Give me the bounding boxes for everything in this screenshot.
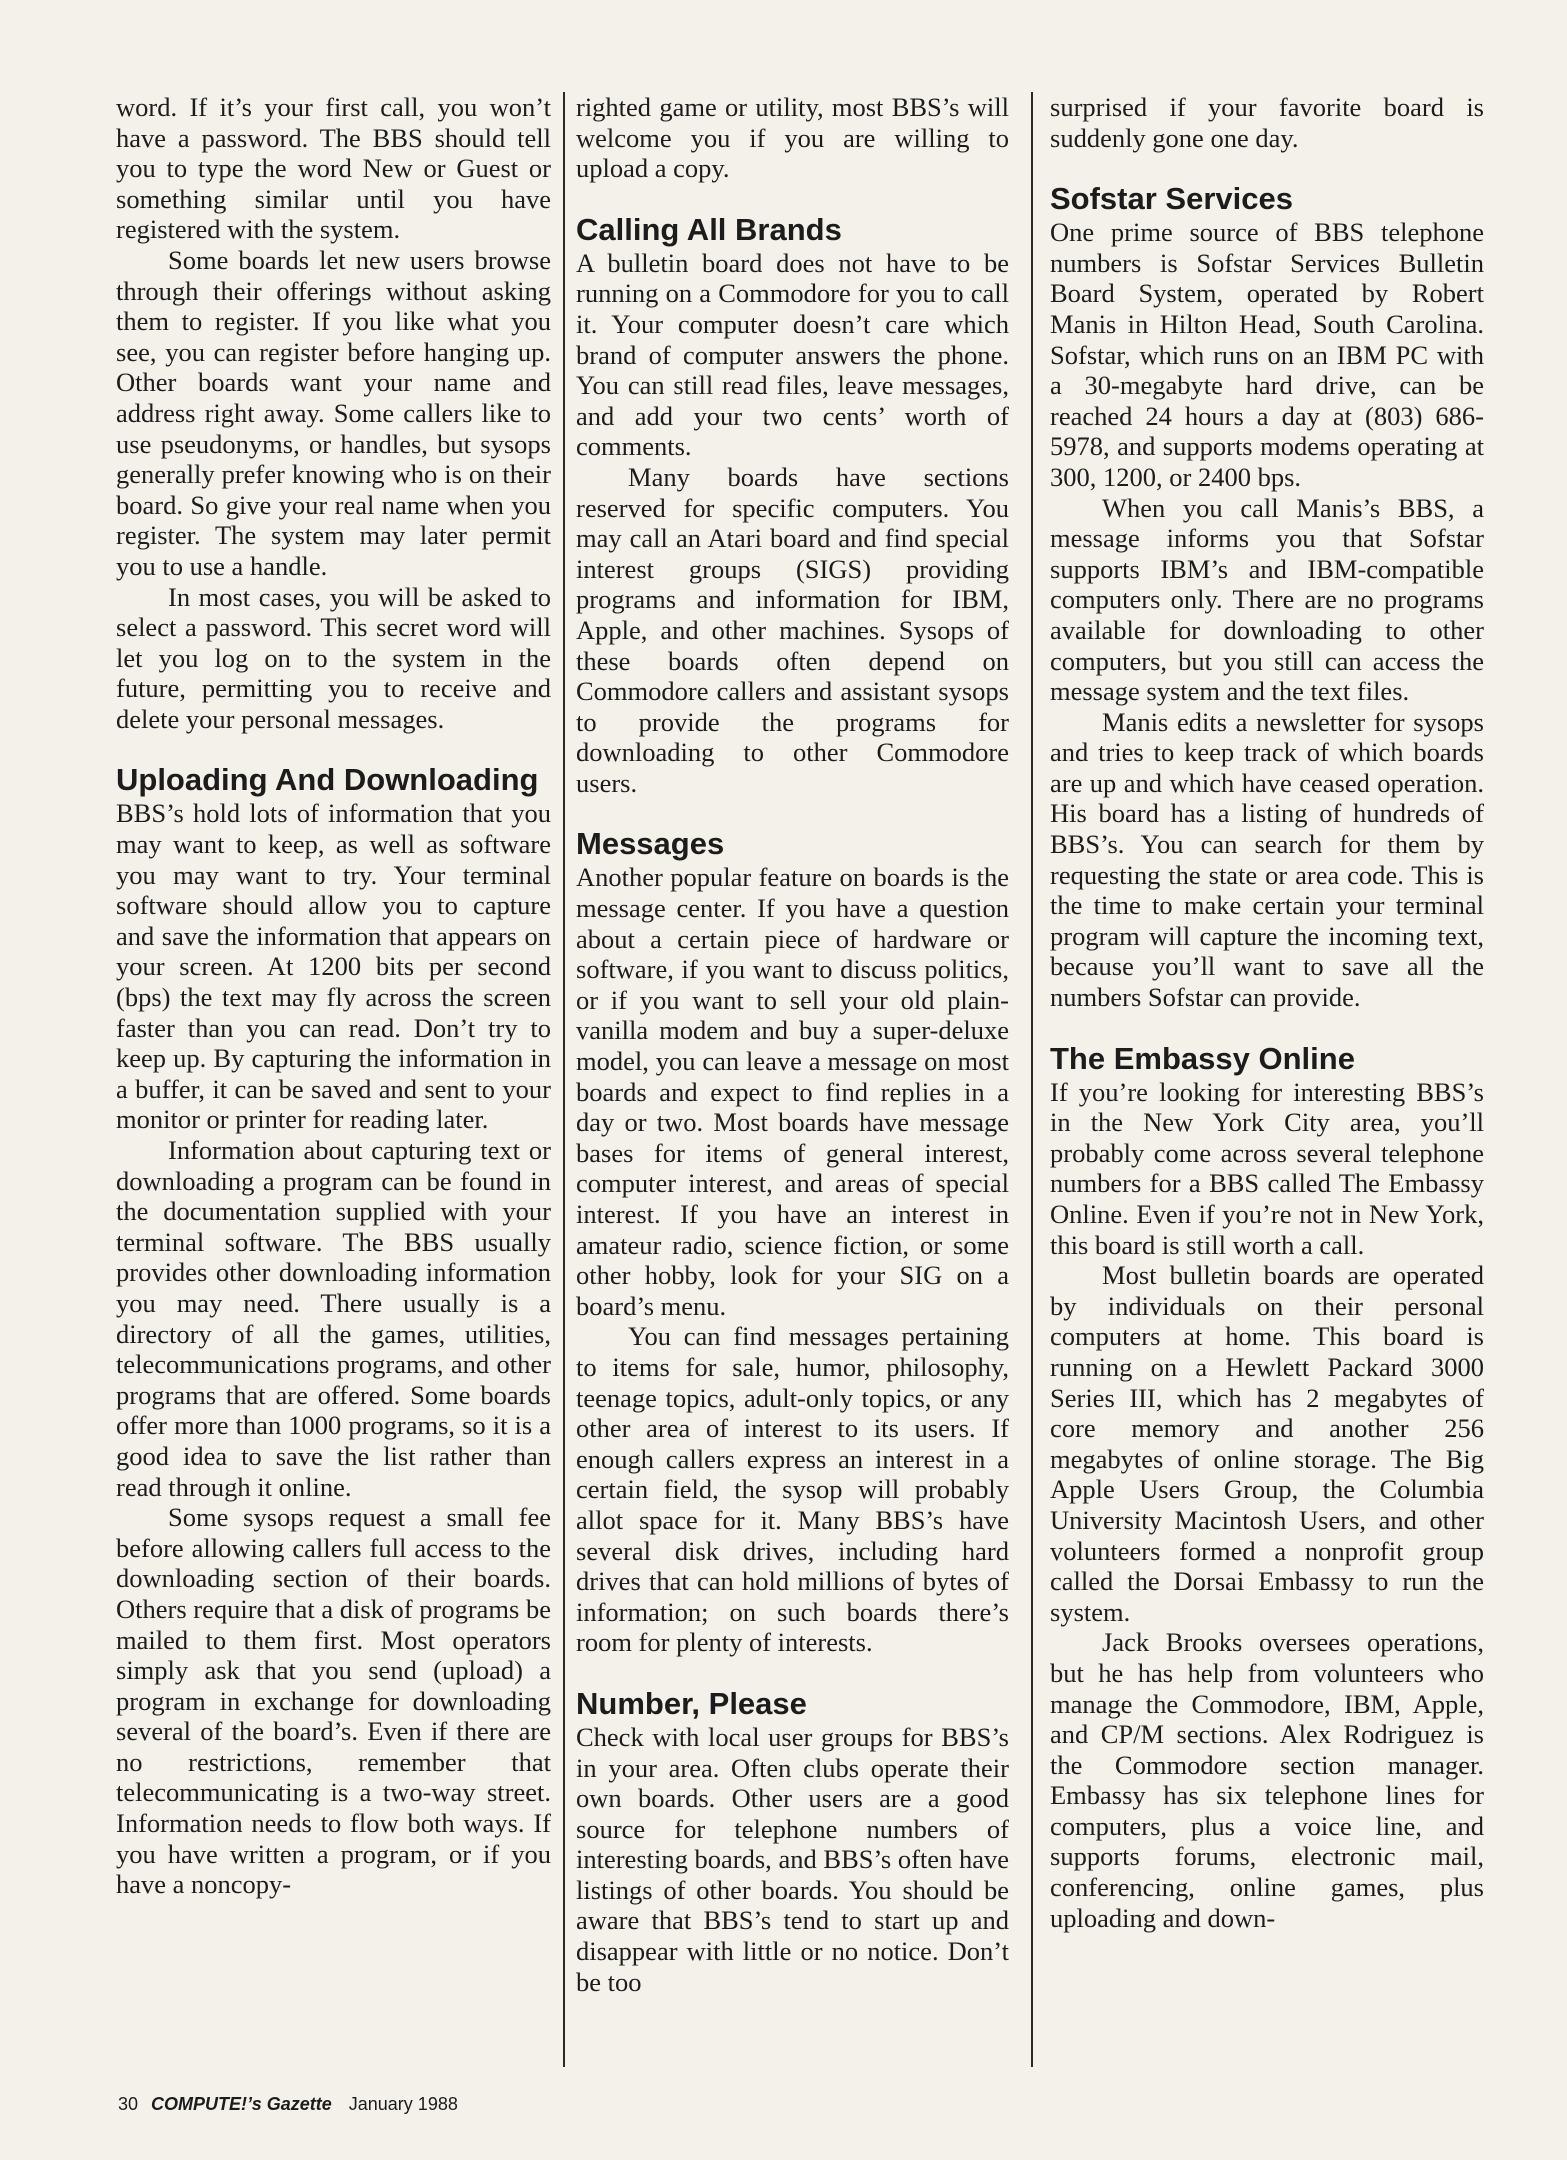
article-paragraph: One prime source of BBS telephone numbers is Sofstar Services Bulletin Board System, operated by Robert Manis in Hilton Head, South Carolina. Sofstar, which runs on an IBM PC with a 30-megabyte hard drive, can be reached 24 hours a day at (803) 686-5978, and supports modems operating at 300, 1200, or 2400 bps. [1050, 217, 1484, 492]
article-paragraph: Manis edits a newsletter for sysops and tries to keep track of which boards are up and which have ceased operation. His board has a listing of hundreds of BBS’s. You can search for them by requesting the state or area code. This is the time to make certain your terminal program will capture the incoming text, because you’ll want to save all the numbers Sofstar can provide. [1050, 706, 1484, 1013]
article-paragraph: word. If it’s your first call, you won’t have a password. The BBS should tell you to type the word New or Guest or something similar until you have registered with the system. [116, 92, 551, 245]
article-paragraph: You can find messages pertaining to items for sale, humor, philosophy, teenage topics, adult-only topics, or any other area of interest to its users. If enough callers express an interest in a certain field, the sysop will probably allot space for it. Many BBS’s have several disk drives, including hard drives that can hold millions of bytes of information; on such boards there’s room for plenty of interests. [576, 1321, 1009, 1658]
section-heading: The Embassy Online [1050, 1040, 1355, 1076]
article-paragraph: surprised if your favorite board is suddenly gone one day. [1050, 92, 1484, 153]
article-column-1 [116, 92, 551, 1900]
article-paragraph: Some boards let new users browse through their offerings without asking them to register. If you like what you see, you can register before hanging up. Other boards want your name and address right away. Some callers like to use pseudonyms, or handles, but sysops generally prefer knowing who is on their board. So give your real name when you register. The system may later permit you to use a handle. [116, 244, 551, 581]
article-paragraph: A bulletin board does not have to be running on a Commodore for you to call it. Your computer doesn’t care which brand of computer answers the phone. You can still read files, leave messages, and add your two cents’ worth of comments. [576, 247, 1009, 462]
column-rule-2 [1031, 92, 1033, 2067]
section-heading: Number, Please [576, 1685, 807, 1721]
article-paragraph: righted game or utility, most BBS’s will welcome you if you are willing to upload a copy. [576, 92, 1009, 184]
issue-date: January 1988 [348, 2094, 458, 2114]
article-paragraph: If you’re looking for interesting BBS’s in the New York City area, you’ll probably come across several telephone numbers for a BBS called The Embassy Online. Even if you’re not in New York, this board is still worth a call. [1050, 1076, 1484, 1260]
section-heading: Sofstar Services [1050, 181, 1293, 217]
article-paragraph: Jack Brooks oversees operations, but he has help from volunteers who manage the Commodore, IBM, Apple, and CP/M sections. Alex Rodriguez is the Commodore section manager. Embassy has six telephone lines for computers, plus a voice line, and supports forums, electronic mail, conferencing, online games, plus uploading and down- [1050, 1627, 1484, 1933]
section-heading: Messages [576, 826, 725, 862]
article-column-2 [576, 92, 1009, 1997]
article-column-3 [1050, 92, 1484, 1933]
article-paragraph: BBS’s hold lots of information that you may want to keep, as well as software you may want to try. Your terminal software should allow you to capture and save the information that appears on your screen. At 1200 bits per second (bps) the text may fly across the screen faster than you can read. Don’t try to keep up. By capturing the information in a buffer, it can be saved and sent to your monitor or printer for reading later. [116, 798, 551, 1135]
article-paragraph: Another popular feature on boards is the message center. If you have a question about a certain piece of hardware or software, if you want to discuss politics, or if you want to sell your old plain-vanilla modem and buy a super-deluxe model, you can leave a message on most boards and expect to find replies in a day or two. Most boards have message bases for items of general interest, computer interest, and areas of special interest. If you have an interest in amateur radio, science fiction, or some other hobby, look for your SIG on a board’s menu. [576, 862, 1009, 1321]
article-paragraph: When you call Manis’s BBS, a message informs you that Sofstar supports IBM’s and IBM-compatible computers only. There are no programs available for downloading to other computers, but you still can access the message system and the text files. [1050, 492, 1484, 707]
publication-name: COMPUTE!’s Gazette [151, 2094, 332, 2114]
article-paragraph: Many boards have sections reserved for specific computers. You may call an Atari board and find special interest groups (SIGS) providing programs and information for IBM, Apple, and other machines. Sysops of these boards often depend on Commodore callers and assistant sysops to provide the programs for downloading to other Commodore users. [576, 461, 1009, 798]
page-footer [118, 2094, 458, 2115]
article-paragraph: Information about capturing text or downloading a program can be found in the documentation supplied with your terminal software. The BBS usually provides other downloading information you may need. There usually is a directory of all the games, utilities, telecommunications programs, and other programs that are offered. Some boards offer more than 1000 programs, so it is a good idea to save the list rather than read through it online. [116, 1135, 551, 1502]
article-paragraph: In most cases, you will be asked to select a password. This secret word will let you log on to the system in the future, permitting you to receive and delete your personal messages. [116, 581, 551, 734]
article-paragraph: Some sysops request a small fee before allowing callers full access to the downloading section of their boards. Others require that a disk of programs be mailed to them first. Most operators simply ask that you send (upload) a program in exchange for downloading several of the board’s. Even if there are no restrictions, remember that telecommunicating is a two-way street. Information needs to flow both ways. If you have written a program, or if you have a noncopy- [116, 1502, 551, 1900]
column-rule-1 [563, 92, 565, 2067]
article-paragraph: Check with local user groups for BBS’s in your area. Often clubs operate their own boards. Other users are a good source for telephone numbers of interesting boards, and BBS’s often have listings of other boards. You should be aware that BBS’s tend to start up and disappear with little or no notice. Don’t be too [576, 1721, 1009, 1997]
section-heading: Calling All Brands [576, 211, 842, 247]
page-number: 30 [118, 2094, 139, 2114]
section-heading: Uploading And Downloading [116, 762, 539, 798]
article-paragraph: Most bulletin boards are operated by individuals on their personal computers at home. This board is running on a Hewlett Packard 3000 Series III, which has 2 megabytes of core memory and another 256 megabytes of online storage. The Big Apple Users Group, the Columbia University Macintosh Users, and other volunteers formed a nonprofit group called the Dorsai Embassy to run the system. [1050, 1260, 1484, 1627]
